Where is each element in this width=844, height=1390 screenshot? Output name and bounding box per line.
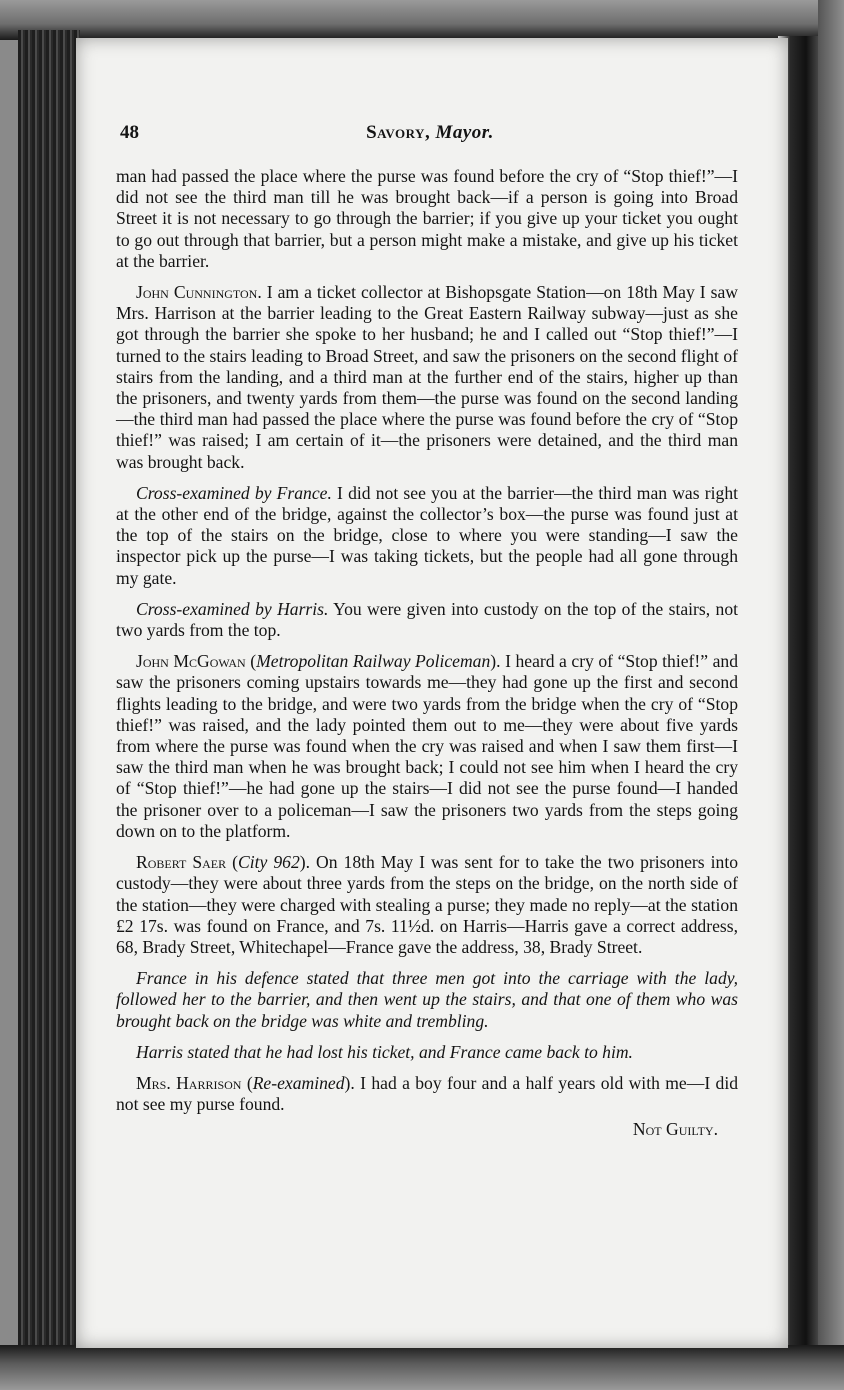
- page-header: [120, 122, 740, 148]
- paragraph-harris-statement: Harris stated that he had lost his ticket, and France came back to him.: [136, 1041, 633, 1062]
- paragraph-cross-harris: [116, 599, 738, 641]
- cross-examination-label: Cross-examined by France.: [136, 482, 332, 503]
- running-head-name: Savory,: [366, 122, 431, 143]
- scan-right-margin: [818, 0, 844, 1390]
- witness-role: Re-examined: [252, 1072, 345, 1093]
- witness-role: Metropolitan Railway Policeman: [256, 651, 491, 672]
- running-head-title: Mayor.: [435, 122, 494, 143]
- book-spine: [18, 30, 80, 1360]
- testimony-text: You were given into custody on the top of the stairs, not two yards from the top.: [116, 598, 739, 641]
- testimony-text: On 18th May I was sent for to take the two prisoners into custody—they were about three yards from the steps on the bridge, on the north side of the station—they were charged with stealing a purse; they made no reply—at the station £2 17s. was found on France, and 7s. 11½d. on Harris—Harris gave a correct address, 68, Brady Street, Whitechapel—France gave the address, 38, Brady Street.: [116, 852, 739, 957]
- testimony-text: I had a boy four and a half years old with me—I did not see my purse found.: [116, 1072, 739, 1115]
- paragraph-cross-france: [116, 483, 738, 589]
- paragraph-continuation: man had passed the place where the purse was found before the cry of “Stop thief!”—I did not see the third man till he was brought back—if a person is going into Broad Street it is not necessary to go through the barrier; if you give up your ticket you ought to go out through that barrier, but a person might make a mistake, and give up his ticket at the barrier.: [116, 166, 738, 271]
- running-head: [120, 122, 740, 144]
- paragraph-saer: Robert Saer (City 962). On 18th May I was sent for to take the two prisoners into custody—they were about three yards from the steps on the bridge, on the north side of the station—they were charged with stealing a purse; they made no reply—at the station £2 17s. was found on France, and 7s. 11½d. on Harris—Harris gave a correct address, 68, Brady Street, Whitechapel—France gave the address, 38, Brady Street.: [116, 852, 739, 957]
- scan-top-edge: [0, 0, 844, 40]
- testimony-text: I heard a cry of “Stop thief!” and saw the prisoners coming upstairs towards me—they had gone up the first and second flights leading to the bridge, and were two yards from the bridge when the cry of “Stop thief!” was raised, and the lady pointed them out to me—they were about five yards from where the purse was found when the cry was raised and when I saw them first—I saw the third man when he was brought back; I could not see him when I heard the cry of “Stop thief!”—he had gone up the stairs—I did not see the purse found—I handed the prisoner over to a policeman—I saw the prisoners two yards from the steps going down on to the platform.: [116, 651, 739, 841]
- scan-bottom-edge: [0, 1345, 844, 1390]
- page-number: 48: [120, 122, 139, 143]
- paragraph-harrison: Mrs. Harrison (Re-examined). I had a boy four and a half years old with me—I did not see my purse found.: [116, 1072, 739, 1115]
- verdict: Not Guilty.: [632, 1119, 718, 1140]
- body-text: [116, 166, 738, 1141]
- testimony-text: I did not see you at the barrier—the third man was right at the other end of the bridge, against the collector’s box—the purse was found just at the top of the stairs on the bridge, close to where you were standing—I saw the inspector pick up the purse—I was taking tickets, but the people had all gone through my gate.: [116, 482, 739, 588]
- paragraph-cunnington: [116, 282, 738, 473]
- witness-name: John McGowan: [136, 651, 246, 672]
- witness-role: City 962: [238, 852, 300, 873]
- witness-name: John Cunnington.: [136, 282, 262, 303]
- cross-examination-label: Cross-examined by Harris.: [136, 598, 329, 619]
- witness-name: Robert Saer: [136, 852, 227, 873]
- testimony-text: I am a ticket collector at Bishopsgate Station—on 18th May I saw Mrs. Harrison at the barrier leading to the Great Eastern Railway subway—just as she got through the barrier she spoke to her husband; he and I called out “Stop thief!”—I turned to the stairs leading to Broad Street, and saw the prisoners on the second flight of stairs from the landing, and a third man at the further end of the stairs, higher up than the prisoners, and twenty yards from them—the purse was found on the second landing—the third man had passed the place where the purse was found before the cry of “Stop thief!” was raised; I am certain of it—the prisoners were detained, and the third man was brought back.: [116, 282, 738, 472]
- book-page: [76, 38, 788, 1348]
- paragraph-france-defence: France in his defence stated that three men got into the carriage with the lady, followed her to the barrier, and then went up the stairs, and that one of them who was brought back on the bridge was white and trembling.: [116, 968, 738, 1031]
- witness-name: Mrs. Harrison: [136, 1072, 242, 1093]
- paragraph-mcgowan: John McGowan (Metropolitan Railway Policeman). I heard a cry of “Stop thief!” and saw the prisoners coming upstairs towards me—they had gone up the first and second flights leading to the bridge, and were two yards from the bridge when the cry of “Stop thief!” was raised, and the lady pointed them out to me—they were about five yards from where the purse was found when the cry was raised and when I saw them first—I saw the third man when he was brought back; I could not see him when I heard the cry of “Stop thief!”—he had gone up the stairs—I did not see the purse found—I handed the prisoner over to a policeman—I saw the prisoners two yards from the steps going down on to the platform.: [116, 651, 739, 841]
